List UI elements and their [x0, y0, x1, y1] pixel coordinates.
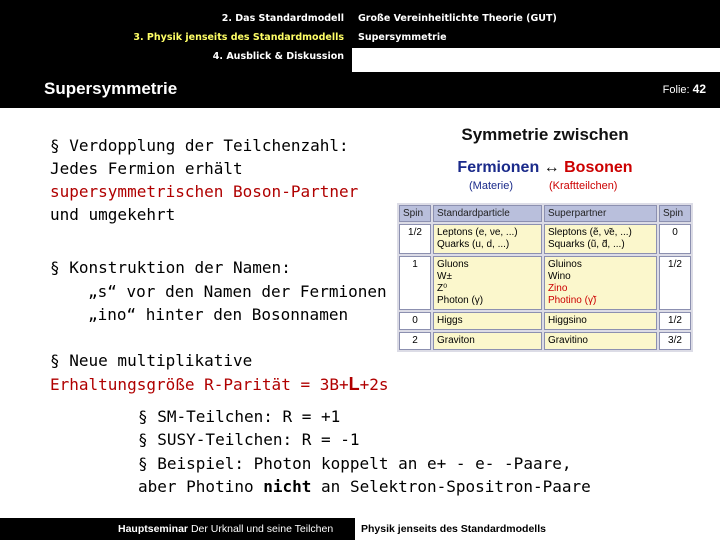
spin-cell: 1/2 — [399, 224, 431, 254]
particle-name: Gluons — [437, 259, 469, 270]
sub-bullet-sm: § SM-Teilchen: R = +1 — [138, 407, 341, 426]
photino-text-2: an Selektron-Spositron-Paare — [311, 477, 591, 496]
col-header-spin-std: Spin — [399, 205, 431, 222]
r-parity-lepton: L — [348, 374, 360, 394]
nav-item-standardmodell[interactable]: 2. Das Standardmodell — [221, 13, 344, 24]
footer-left — [118, 523, 333, 535]
footer-seminar-title: Der Urknall und seine Teilchen — [188, 523, 334, 535]
sp-cell — [544, 332, 657, 350]
bullet-2-line-3: „ino“ hinter den Bosonnamen — [88, 305, 349, 324]
particle-name: Higgs — [437, 315, 463, 326]
figure-title: Symmetrie zwischen — [461, 125, 629, 144]
particle-name: W± — [437, 271, 452, 282]
r-parity-part-1: Erhaltungsgröße R-Parität = 3B+ — [50, 375, 349, 394]
folie-label: Folie: — [662, 84, 690, 96]
double-arrow-icon: ↔ — [543, 159, 560, 176]
footer-chapter: Physik jenseits des Standardmodells — [361, 523, 546, 535]
bullet-2-line-1: § Konstruktion der Namen: — [50, 258, 291, 277]
photino-text-1: aber Photino — [138, 477, 264, 496]
susy-figure — [397, 125, 693, 387]
table-row — [399, 312, 691, 330]
sub-bullet-susy: § SUSY-Teilchen: R = -1 — [138, 430, 360, 449]
sp-cell — [544, 224, 657, 254]
spin-cell: 0 — [659, 224, 691, 254]
nav-subitem-susy[interactable]: Supersymmetrie — [358, 32, 447, 43]
sp-cell — [544, 312, 657, 330]
bullet-1-line-4: und umgekehrt — [50, 205, 176, 224]
spin-cell: 0 — [399, 312, 431, 330]
sp-cell — [544, 256, 657, 310]
spin-cell: 2 — [399, 332, 431, 350]
spin-cell: 1/2 — [659, 312, 691, 330]
nav-item-jenseits[interactable]: 3. Physik jenseits des Standardmodells — [133, 32, 344, 43]
bullet-3-line-2 — [50, 373, 389, 396]
particle-name: Graviton — [437, 335, 475, 346]
std-cell — [433, 224, 542, 254]
particle-name: Zino — [547, 283, 568, 294]
slide-title: Supersymmetrie — [44, 79, 178, 98]
bullet-2-line-2: „s“ vor den Namen der Fermionen — [88, 282, 387, 301]
table-row — [399, 332, 691, 350]
particle-name: Sleptons (ẽ, ν̃e, ...) — [547, 227, 632, 238]
particle-table — [397, 203, 693, 352]
footer-seminar: Hauptseminar — [118, 523, 189, 535]
particle-name: Gravitino — [547, 335, 588, 346]
bullet-1-line-1: § Verdopplung der Teilchenzahl: — [50, 136, 349, 155]
sub-bullet-example: § Beispiel: Photon koppelt an e+ - e- -Paare, — [138, 454, 572, 473]
particle-name: Photino (γ̃) — [547, 295, 597, 306]
spin-cell: 3/2 — [659, 332, 691, 350]
bullet-3-line-1: § Neue multiplikative — [50, 351, 253, 370]
particle-name: Photon (γ) — [437, 295, 484, 306]
particle-name: Wino — [547, 271, 571, 282]
std-cell — [433, 256, 542, 310]
col-header-superpartner: Superpartner — [544, 205, 657, 222]
nav-item-ausblick[interactable]: 4. Ausblick & Diskussion — [212, 51, 344, 62]
folie-number: 42 — [692, 82, 706, 96]
sub-bullet-example-cont — [138, 475, 591, 498]
materie-label: (Materie) — [469, 180, 514, 192]
particle-name: Quarks (u, d, ...) — [437, 239, 510, 250]
bullet-1-line-2: Jedes Fermion erhält — [50, 159, 243, 178]
particle-name: Gluinos — [547, 259, 582, 270]
table-row — [399, 256, 691, 310]
header-separator — [352, 48, 720, 72]
slide-number — [663, 82, 706, 96]
particle-name: Z⁰ — [437, 283, 448, 294]
photino-nicht: nicht — [263, 477, 312, 496]
std-cell — [433, 332, 542, 350]
r-parity-part-2: +2s — [359, 375, 389, 394]
bosonen-label: Bosonen — [564, 159, 633, 176]
figure-subtitle — [397, 159, 693, 177]
particle-name: Squarks (ũ, d̃, ...) — [547, 239, 625, 250]
table-row — [399, 224, 691, 254]
fermionen-label: Fermionen — [457, 159, 540, 176]
bullet-1-line-3: supersymmetrischen Boson-Partner — [50, 182, 359, 201]
spin-cell: 1 — [399, 256, 431, 310]
particle-name: Higgsino — [547, 315, 587, 326]
col-header-spin-sp: Spin — [659, 205, 691, 222]
kraft-label: (Kraftteilchen) — [549, 180, 618, 192]
col-header-standard: Standardparticle — [433, 205, 542, 222]
footer-right — [355, 518, 720, 540]
std-cell — [433, 312, 542, 330]
particle-name: Leptons (e, νe, ...) — [437, 227, 518, 238]
nav-subitem-gut[interactable]: Große Vereinheitlichte Theorie (GUT) — [358, 13, 557, 24]
spin-cell: 1/2 — [659, 256, 691, 310]
